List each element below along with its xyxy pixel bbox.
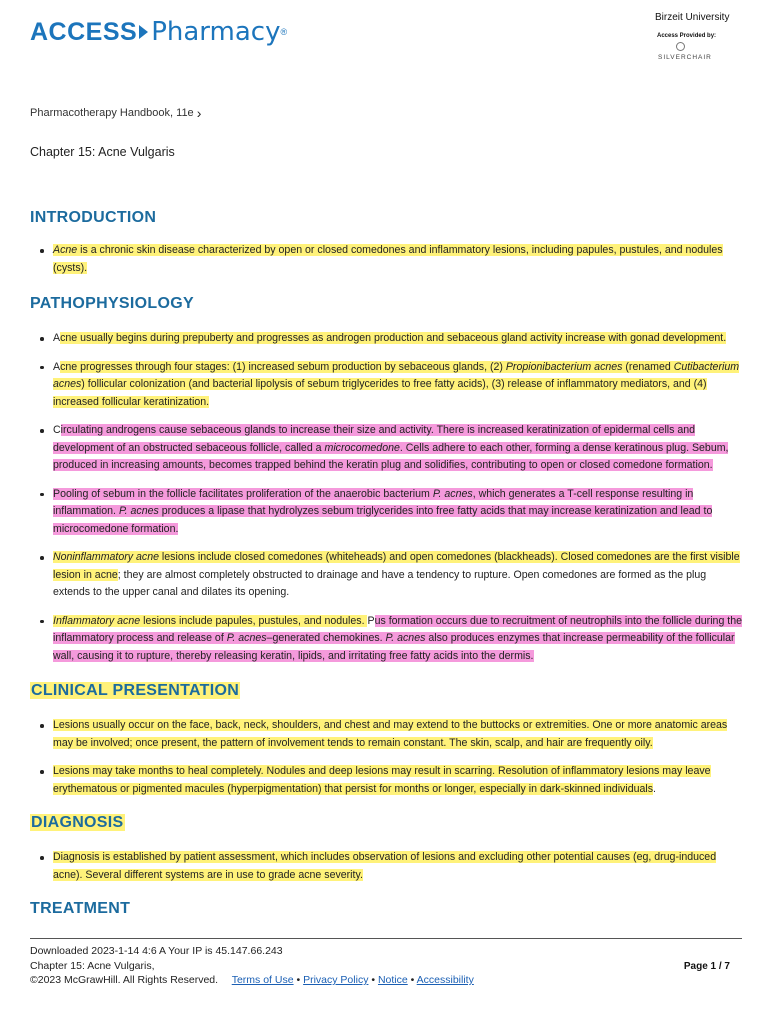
heading-treatment: TREATMENT <box>30 900 131 917</box>
section-diagnosis <box>30 814 742 884</box>
list-item: Acne progresses through four stages: (1) increased sebum production by sebaceous glands, (2) Propionibacterium acnes (renamed Cutibacterium acnes) follicular colonization (and bacterial lipolysis of sebum triglycerides to free fatty acids), (3) release of inflammatory mediators, and (4) increased follicular keratinization. <box>30 359 742 412</box>
notice-link[interactable]: Notice <box>377 974 408 986</box>
heading-clinical-presentation: CLINICAL PRESENTATION <box>31 682 240 699</box>
list-item: Lesions usually occur on the face, back, neck, shoulders, and chest and may extend to the buttocks or extremities. One or more anatomic areas may be involved; once present, the pattern of involvement tends to remain constant. The skin, scalp, and hair are frequently oily. <box>30 717 742 752</box>
footer-copyright: ©2023 McGrawHill. All Rights Reserved. <box>30 974 219 986</box>
breadcrumb-book[interactable]: Pharmacotherapy Handbook, 11e <box>30 107 194 119</box>
logo-arrow-icon <box>139 25 148 39</box>
list-item: Acne is a chronic skin disease characterized by open or closed comedones and inflammatory lesions, including papules, pustules, and nodules (cysts). <box>30 242 742 277</box>
heading-pathophysiology: PATHOPHYSIOLOGY <box>30 295 194 312</box>
breadcrumb[interactable] <box>30 105 201 121</box>
list-item: Pooling of sebum in the follicle facilitates proliferation of the anaerobic bacterium P. acnes, which generates a T-cell response resulting in inflammation. P. acnes produces a lipase that hydrolyzes sebum triglycerides into free fatty acids that may increase keratinization and lead to microcomedone formation. <box>30 486 742 539</box>
section-pathophysiology <box>30 295 742 665</box>
accesspharmacy-logo[interactable] <box>30 12 287 52</box>
list-item: Diagnosis is established by patient assessment, which includes observation of lesions and excluding other potential causes (eg, drug-induced acne). Several different systems are in use to grade acne severity. <box>30 849 742 884</box>
chevron-right-icon: › <box>196 105 202 121</box>
section-clinical-presentation <box>30 682 742 798</box>
page-indicator: Page 1 / 7 <box>683 961 730 972</box>
institution-name: Birzeit University <box>655 12 730 23</box>
section-introduction <box>30 209 742 277</box>
heading-diagnosis: DIAGNOSIS <box>31 814 124 831</box>
logo-access-text: ACCESS <box>30 17 138 46</box>
privacy-policy-link[interactable]: Privacy Policy <box>303 974 369 986</box>
list-item: Noninflammatory acne lesions include closed comedones (whiteheads) and open comedones (blackheads). Closed comedones are the first visible lesion in acne; they are almost completely obstructed to drainage and have a tendency to rupture. Open comedones are formed as the plug extends to the upper canal and dilates its opening. <box>30 549 742 602</box>
section-treatment <box>30 900 742 918</box>
list-item: Circulating androgens cause sebaceous glands to increase their size and activity. There is increased keratinization of epidermal cells and development of an obstructed sebaceous follicle, called a microcomedone. Cells adhere to each other, forming a dense keratinous plug. Sebum, produced in increasing amounts, becomes trapped behind the keratin plug and solidifies, contributing to open or closed comedone formation. <box>30 422 742 475</box>
terms-of-use-link[interactable]: Terms of Use <box>231 974 294 986</box>
heading-introduction: INTRODUCTION <box>30 209 157 226</box>
chapter-title: Chapter 15: Acne Vulgaris <box>30 145 175 159</box>
provided-by-label: Access Provided by: <box>657 33 717 39</box>
footer-divider <box>30 938 742 939</box>
accessibility-link[interactable]: Accessibility <box>416 974 474 986</box>
provider-name: SILVERCHAIR <box>658 54 712 61</box>
footer-downloaded: Downloaded 2023-1-14 4:6 A Your IP is 45.147.66.243 <box>30 945 283 957</box>
logo-pharmacy-text: Pharmacy <box>151 17 281 47</box>
list-item: Lesions may take months to heal completely. Nodules and deep lesions may result in scarring. Resolution of inflammatory lesions may leave erythematous or pigmented macules (hyperpigmentation) that persist for months or longer, especially in dark-skinned individuals. <box>30 763 742 798</box>
list-item: Inflammatory acne lesions include papules, pustules, and nodules. Pus formation occurs due to recruitment of neutrophils into the follicle during the inflammatory process and release of P. acnes–generated chemokines. P. acnes also produces enzymes that increase permeability of the follicular wall, causing it to rupture, thereby releasing keratin, lipids, and irritating free fatty acids into the dermis. <box>30 613 742 666</box>
silverchair-logo-icon <box>676 42 685 51</box>
list-item: Acne usually begins during prepuberty and progresses as androgen production and sebaceous gland activity increase with gonad development. <box>30 330 742 348</box>
footer-chapter: Chapter 15: Acne Vulgaris, <box>30 960 155 972</box>
footer-links-row: ©2023 McGrawHill. All Rights Reserved. Terms of Use • Privacy Policy • Notice • Accessibility <box>30 974 474 986</box>
registered-mark: ® <box>280 27 288 37</box>
